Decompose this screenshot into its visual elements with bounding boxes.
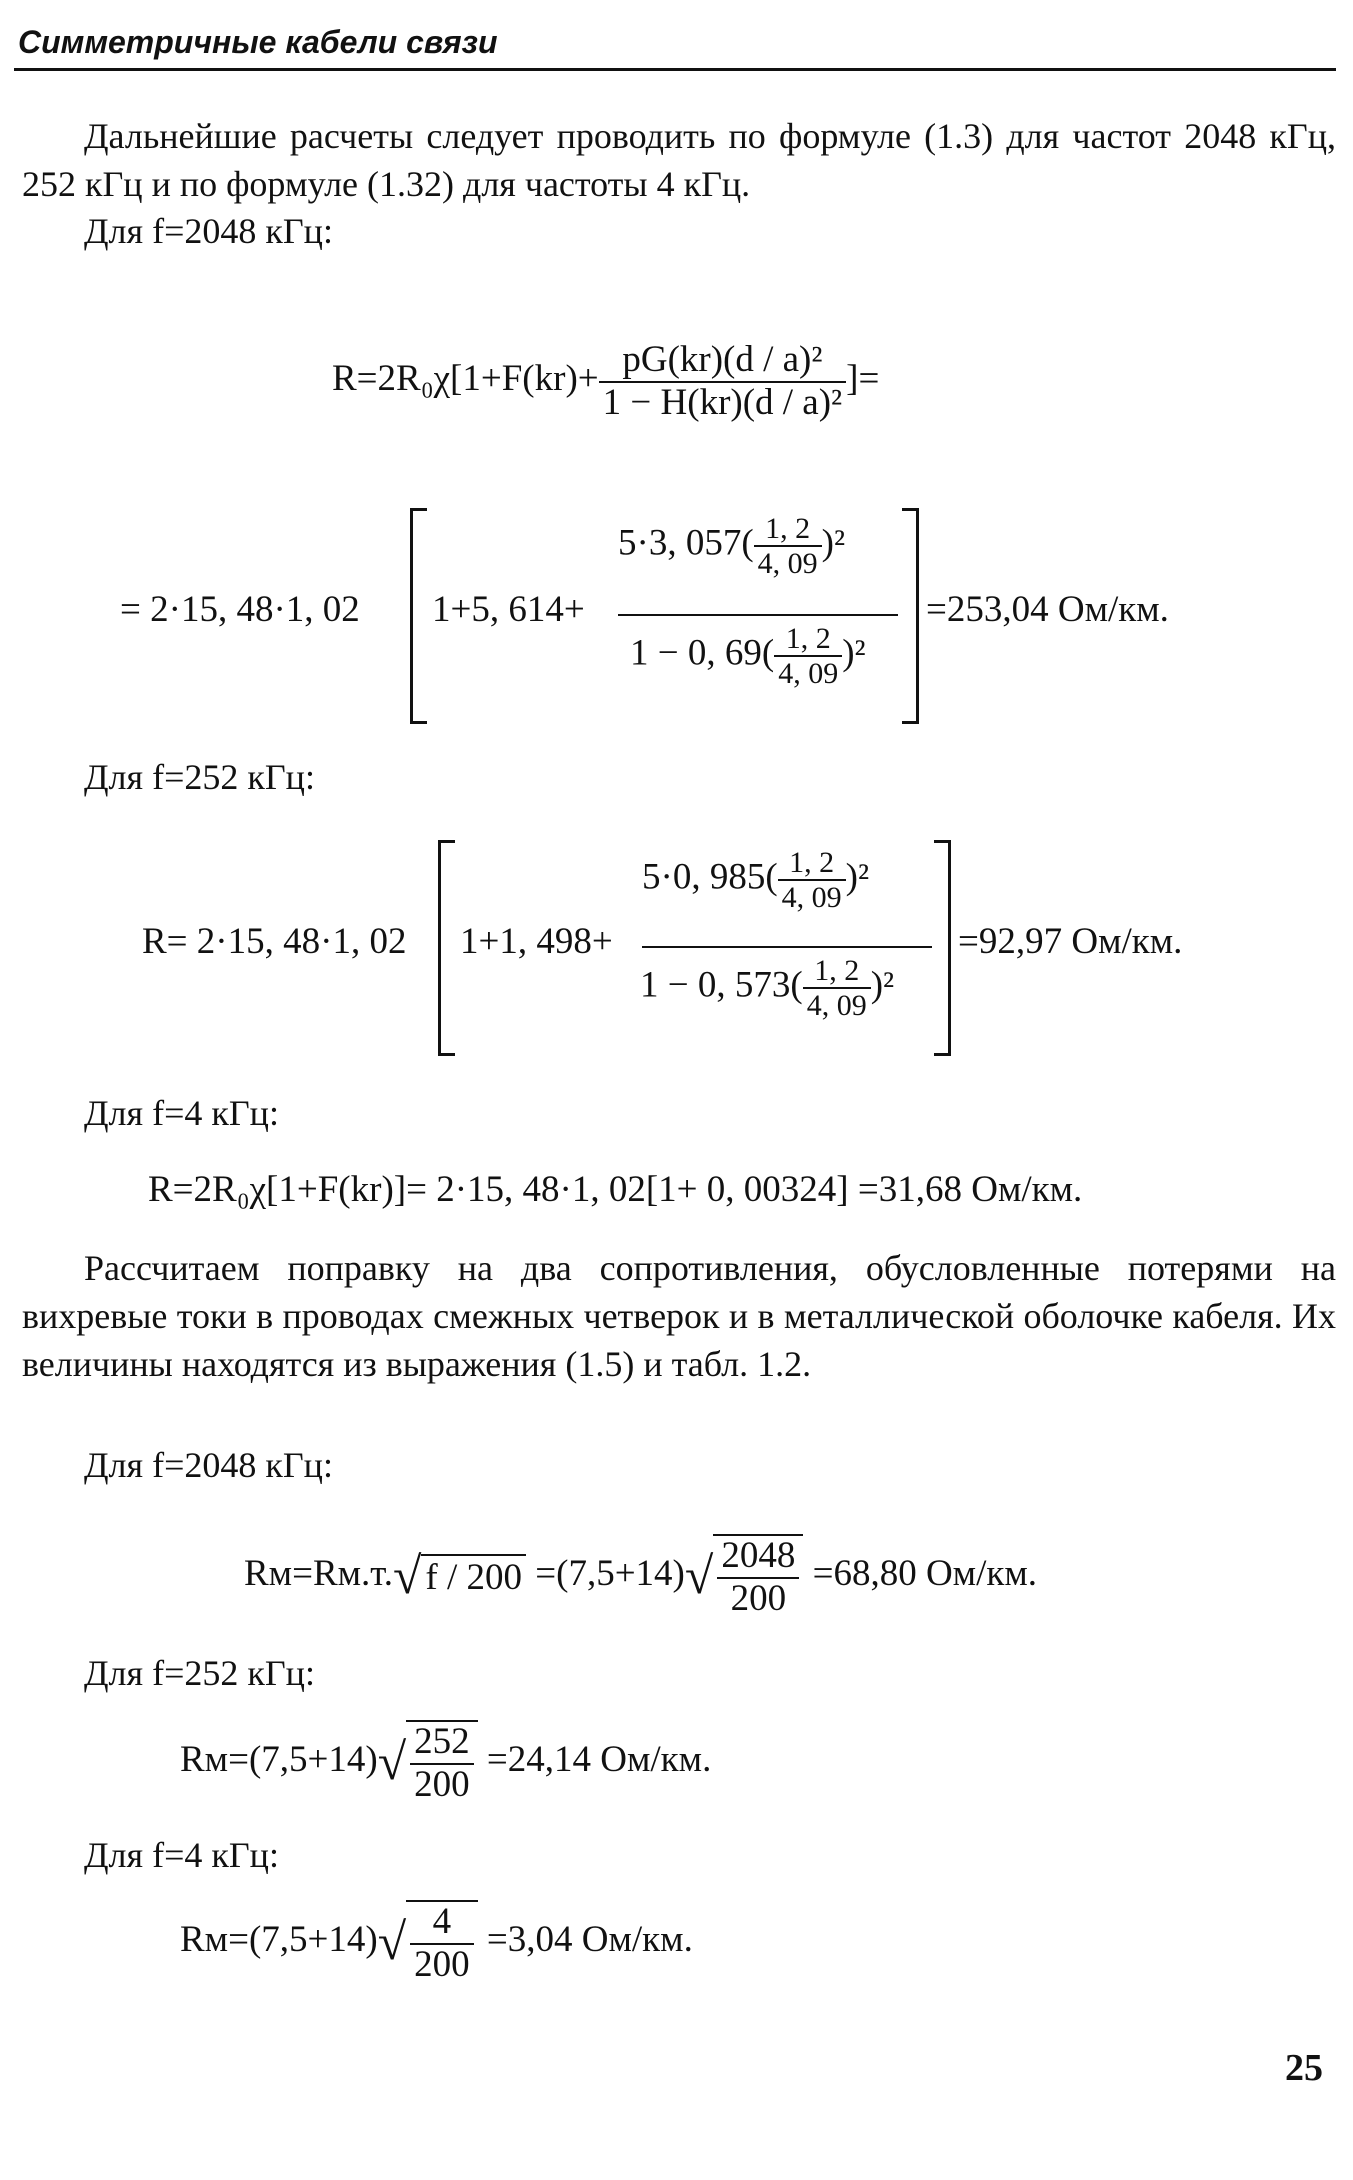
small-fraction [778,846,846,914]
label-f-252: Для f=252 кГц: [84,757,315,797]
sqrt-fraction [406,1720,478,1805]
denominator-exponent: )² [842,632,866,674]
numerator-exponent: )² [821,522,846,564]
rm-result: =3,04 Ом/км. [477,1919,693,1961]
label-f-4: Для f=4 кГц: [84,1093,279,1133]
fraction-denominator: 200 [414,1763,470,1805]
formula-252-numerator [642,846,869,914]
formula-2048-denominator [630,622,866,690]
small-fraction [754,512,822,580]
formula-252-result: =92,97 Ом/км. [958,921,1183,962]
right-bracket [934,840,951,1056]
rm-mid: =(7,5+14) [526,1553,685,1595]
formula-252-denominator [640,954,894,1022]
denominator-part: 1 − 0, 69( [630,632,775,674]
formula-2048-numerator [618,512,845,580]
small-denominator: 4, 09 [806,989,867,1022]
sqrt-icon: √ [684,1548,714,1606]
right-bracket [902,508,919,724]
sqrt-icon: √ [377,1914,407,1972]
fraction-numerator: pG(kr)(d / a)² [599,340,847,383]
label-f-2048: Для f=2048 кГц: [84,211,333,251]
paragraph-intro: Дальнейшие расчеты следует проводить по формуле (1.3) для частот 2048 кГц, 252 кГц и по формуле (1.32) для частоты 4 кГц. [22,116,1336,204]
fraction-numerator: 2048 [717,1536,799,1579]
numerator-exponent: )² [845,856,870,898]
small-fraction [803,954,871,1022]
fraction-numerator: 252 [410,1722,474,1765]
formula-lhs: R=2R₀χ[1+F(kr)+ [332,358,599,400]
left-bracket [410,508,427,724]
small-numerator: 1, 2 [774,622,842,657]
rm-result: =68,80 Ом/км. [803,1553,1037,1595]
fraction [410,1902,474,1985]
formula-2048-lhs: = 2·15, 48·1, 02 [120,589,360,630]
small-denominator: 4, 09 [781,881,842,914]
formula-2048-inner: 1+5, 614+ [432,589,585,630]
fraction-denominator: 200 [414,1943,470,1985]
small-numerator: 1, 2 [803,954,871,989]
small-denominator: 4, 09 [757,547,818,580]
formula-252-lhs: R= 2·15, 48·1, 02 [142,921,407,962]
sqrt-content: f / 200 [421,1554,526,1599]
sqrt-fraction [713,1534,803,1619]
sqrt-icon: √ [377,1734,407,1792]
main-fraction-bar [618,614,898,616]
left-bracket [438,840,455,1056]
fraction [717,1536,799,1619]
rm-lhs: Rм=(7,5+14) [180,1739,378,1781]
formula-fraction [599,340,847,423]
small-numerator: 1, 2 [754,512,822,547]
formula-rm-2048 [244,1534,1037,1619]
rm-lhs: Rм=(7,5+14) [180,1919,378,1961]
formula-252-inner: 1+1, 498+ [460,921,613,962]
label-f-2048-b: Для f=2048 кГц: [84,1445,333,1485]
denominator-exponent: )² [870,964,895,1006]
label-f-252-b: Для f=252 кГц: [84,1653,315,1693]
sqrt-icon: √ [392,1548,422,1606]
formula-4-khz: R=2R₀χ[1+F(kr)]= 2·15, 48·1, 02[1+ 0, 00324] =31,68 Ом/км. [148,1169,1083,1210]
formula-2048-result: =253,04 Ом/км. [926,589,1169,630]
denominator-part: 1 − 0, 573( [640,964,803,1006]
formula-r-general [332,340,879,423]
small-denominator: 4, 09 [778,657,839,690]
numerator-part: 5·3, 057( [618,522,754,564]
numerator-part: 5·0, 985( [642,856,778,898]
main-fraction-bar [642,946,932,948]
sqrt-fraction [406,1900,478,1985]
label-f-4-b: Для f=4 кГц: [84,1835,279,1875]
paragraph-correction: Рассчитаем поправку на два сопротивления, обусловленные потерями на вихревые токи в проводах смежных четверок и в металлической оболочке кабеля. Их величины находятся из выражения (1.5) и табл. 1.2. [22,1248,1336,1384]
formula-rhs: ]= [846,358,880,400]
header-rule [14,68,1336,71]
page-number: 25 [1285,2047,1323,2089]
rm-result: =24,14 Ом/км. [477,1739,712,1781]
fraction-denominator: 200 [730,1577,787,1619]
formula-rm-252 [180,1720,711,1805]
rm-lhs: Rм=Rм.т. [244,1553,393,1595]
fraction-numerator: 4 [410,1902,474,1945]
small-numerator: 1, 2 [778,846,846,881]
formula-rm-4 [180,1900,693,1985]
small-fraction [774,622,842,690]
fraction [410,1722,474,1805]
running-header: Симметричные кабели связи [18,24,498,60]
fraction-denominator: 1 − H(kr)(d / a)² [602,381,843,423]
